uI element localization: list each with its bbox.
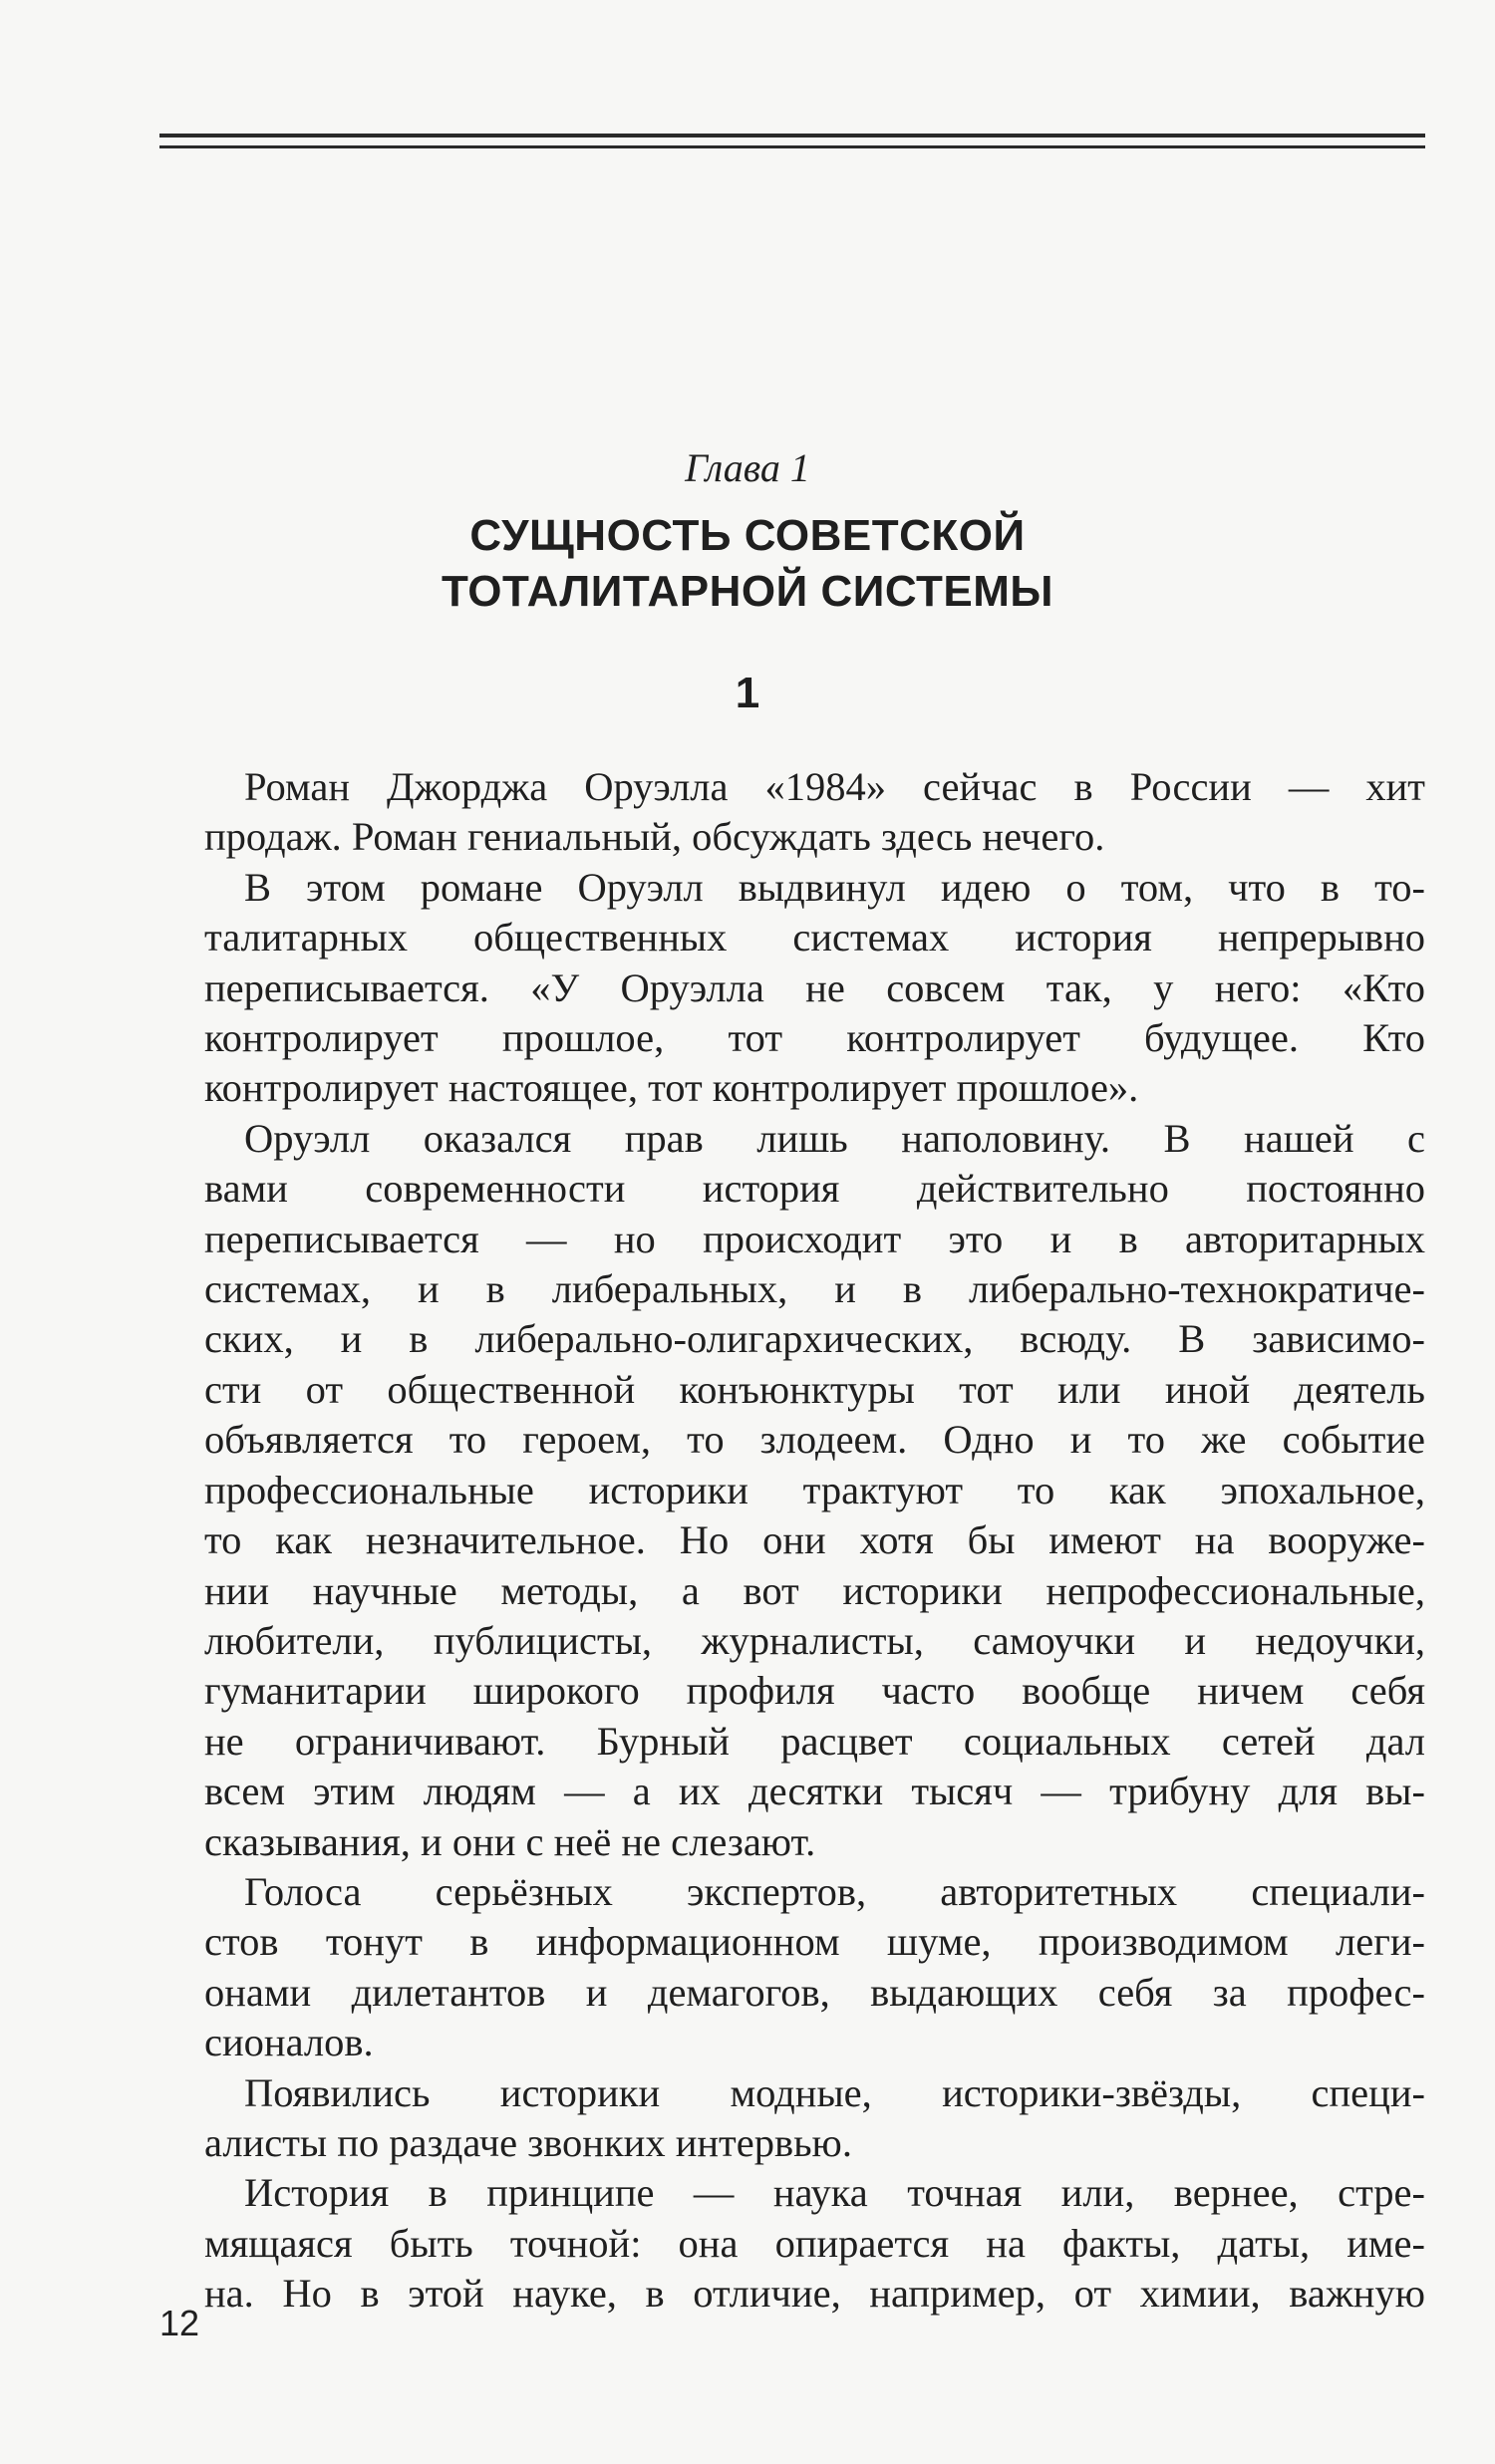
- text-line: переписывается. «У Оруэлла не совсем так, у него: «Кто: [204, 964, 1425, 1010]
- header-rule-bottom: [159, 145, 1425, 148]
- text-line: ских, и в либерально-олигархических, всюду. В зависимо-: [204, 1316, 1425, 1362]
- text-line: переписывается — но происходит это и в авторитарных: [204, 1216, 1425, 1261]
- text-line: системах, и в либеральных, и в либерально-технократиче-: [204, 1266, 1425, 1312]
- text-line: сионалов.: [204, 2020, 374, 2065]
- body-text: [204, 762, 1425, 2320]
- text-line: то как незначительное. Но они хотя бы имеют на вооруже-: [204, 1517, 1425, 1563]
- text-line: История в принципе — наука точная или, вернее, стре-: [244, 2170, 1425, 2216]
- text-line: профессиональные историки трактуют то как эпохальное,: [204, 1467, 1425, 1512]
- text-line: Роман Джорджа Оруэлла «1984» сейчас в России — хит: [244, 764, 1425, 809]
- text-line: контролирует прошлое, тот контролирует будущее. Кто: [204, 1015, 1425, 1061]
- chapter-title-line: СУЩНОСТЬ СОВЕТСКОЙ: [469, 511, 1026, 560]
- header-rule-top: [159, 134, 1425, 137]
- text-line: продаж. Роман гениальный, обсуждать здесь нечего.: [204, 814, 1105, 860]
- text-line: на. Но в этой науке, в отличие, например, от химии, важную: [204, 2271, 1425, 2317]
- section-number: 1: [735, 669, 760, 717]
- text-line: объявляется то героем, то злодеем. Одно и то же событие: [204, 1417, 1425, 1463]
- text-line: алисты по раздаче звонких интервью.: [204, 2119, 852, 2165]
- text-line: онами дилетантов и демагогов, выдающих себя за профес-: [204, 1969, 1425, 2015]
- text-line: любители, публицисты, журналисты, самоучки и недоучки,: [204, 1617, 1425, 1663]
- text-line: Появились историки модные, историки-звёзды, специ-: [244, 2069, 1425, 2115]
- text-line: сказывания, и они с неё не слезают.: [204, 1818, 816, 1864]
- text-line: Голоса серьёзных экспертов, авторитетных специали-: [244, 1868, 1425, 1914]
- text-line: вами современности история действительно постоянно: [204, 1166, 1425, 1212]
- text-line: сти от общественной конъюнктуры тот или иной деятель: [204, 1366, 1425, 1412]
- chapter-label: Глава 1: [685, 445, 810, 490]
- text-line: не ограничивают. Бурный расцвет социальных сетей дал: [204, 1718, 1425, 1764]
- text-line: всем этим людям — а их десятки тысяч — трибуну для вы-: [204, 1769, 1425, 1814]
- text-line: стов тонут в информационном шуме, производимом леги-: [204, 1919, 1425, 1965]
- text-line: Оруэлл оказался прав лишь наполовину. В нашей с: [244, 1115, 1425, 1161]
- text-line: талитарных общественных системах история непрерывно: [204, 915, 1425, 960]
- text-line: В этом романе Оруэлл выдвинул идею о том, что в то-: [244, 864, 1425, 910]
- text-line: контролирует настоящее, тот контролирует прошлое».: [204, 1065, 1139, 1111]
- chapter-title: [0, 508, 1495, 620]
- page-number: 12: [159, 2303, 200, 2343]
- text-line: гуманитарии широкого профиля часто вообще ничем себя: [204, 1668, 1425, 1714]
- chapter-title-line: ТОТАЛИТАРНОЙ СИСТЕМЫ: [441, 567, 1054, 616]
- text-line: мящаяся быть точной: она опирается на факты, даты, име-: [204, 2220, 1425, 2266]
- text-line: нии научные методы, а вот историки непрофессиональные,: [204, 1567, 1425, 1613]
